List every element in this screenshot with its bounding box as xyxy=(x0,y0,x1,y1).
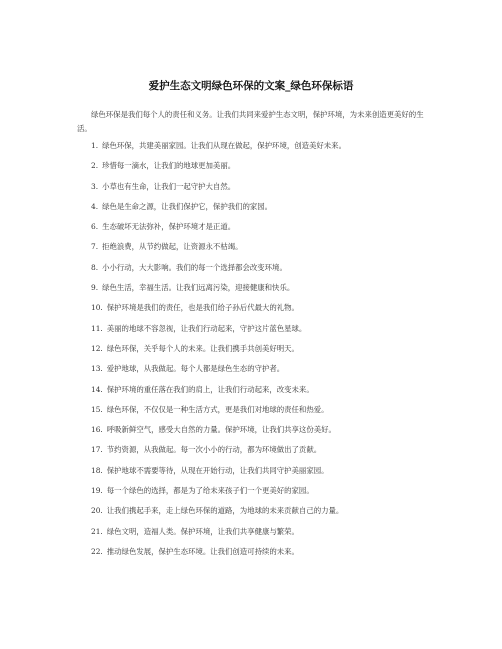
list-item-number: 10. xyxy=(91,303,103,313)
list-item-text: 保护地球不需要等待，从现在开始行动，让我们共同守护美丽家园。 xyxy=(106,465,329,475)
list-item-number: 1. xyxy=(91,141,99,150)
list-item xyxy=(91,546,436,566)
list-item-text: 绿色生活，幸福生活。让我们远离污染，迎接健康和快乐。 xyxy=(102,283,295,293)
list-item-number: 6. xyxy=(91,222,99,232)
list-item-text: 小小行动，大大影响。我们的每一个选择都会改变环境。 xyxy=(102,262,287,272)
list-item-number: 21. xyxy=(91,526,103,536)
list-item xyxy=(91,160,436,180)
list-item-number: 13. xyxy=(91,364,103,374)
intro-paragraph: 绿色环保是我们每个人的责任和义务。让我们共同来爱护生态文明，保护环境，为未来创造更美好的生活。 xyxy=(77,110,424,133)
list-item xyxy=(91,181,436,201)
list-item-text: 每一个绿色的选择，都是为了给未来孩子们一个更美好的家园。 xyxy=(106,486,314,496)
list-item-number: 3. xyxy=(91,181,99,191)
list-item xyxy=(91,465,436,485)
list-item xyxy=(91,241,436,261)
list-item xyxy=(91,485,436,505)
list-item-text: 小草也有生命，让我们一起守护大自然。 xyxy=(102,181,236,191)
list-item-text: 爱护地球，从我做起。每个人都是绿色生态的守护者。 xyxy=(106,364,285,374)
list-item-text: 让我们携起手来，走上绿色环保的道路，为地球的未来贡献自己的力量。 xyxy=(106,506,344,516)
list-item xyxy=(91,526,436,546)
list-item-number: 22. xyxy=(91,546,103,556)
list-item xyxy=(91,323,436,343)
list-item-text: 美丽的地球不容忽视，让我们行动起来，守护这片蓝色星球。 xyxy=(106,323,307,333)
list-item xyxy=(91,221,436,241)
list-item xyxy=(91,444,436,464)
list-item xyxy=(91,343,436,363)
list-item-number: 20. xyxy=(91,506,103,516)
list-item-number: 19. xyxy=(91,486,103,496)
list-item-text: 保护环境是我们的责任，也是我们给子孙后代最大的礼物。 xyxy=(106,303,299,313)
list-item-text: 生态破坏无法弥补，保护环境才是正道。 xyxy=(102,222,236,232)
list-item-number: 2. xyxy=(91,161,99,171)
list-item-text: 绿色环保，关乎每个人的未来。让我们携手共创美好明天。 xyxy=(106,343,299,353)
slogan-list xyxy=(91,140,436,566)
list-item-text: 绿色文明，造福人类。保护环境，让我们共享健康与繁荣。 xyxy=(106,526,299,536)
list-item-number: 17. xyxy=(91,445,103,455)
list-item-number: 7. xyxy=(91,242,99,252)
list-item xyxy=(91,505,436,525)
list-item xyxy=(91,384,436,404)
list-item-text: 推动绿色发展，保护生态环境。让我们创造可持续的未来。 xyxy=(106,546,299,556)
list-item-text: 绿色环保，共建美丽家园。让我们从现在做起，保护环境，创造美好未来。 xyxy=(102,141,346,150)
list-item-number: 11. xyxy=(91,323,103,333)
list-item xyxy=(91,140,436,160)
list-item-text: 保护环境的重任落在我们的肩上，让我们行动起来，改变未来。 xyxy=(106,384,314,394)
list-item xyxy=(91,363,436,383)
list-item xyxy=(91,282,436,302)
list-item-text: 节约资源，从我做起。每一次小小的行动，都为环境做出了贡献。 xyxy=(106,445,322,455)
list-item-number: 18. xyxy=(91,465,103,475)
list-item-number: 14. xyxy=(91,384,103,394)
list-item-number: 16. xyxy=(91,425,103,435)
list-item-number: 9. xyxy=(91,283,99,293)
list-item xyxy=(91,424,436,444)
list-item-text: 珍惜每一滴水，让我们的地球更加美丽。 xyxy=(102,161,236,171)
list-item-text: 绿色是生命之源，让我们保护它，保护我们的家园。 xyxy=(102,201,273,211)
list-item-number: 8. xyxy=(91,262,99,272)
list-item xyxy=(91,262,436,282)
document-title: 爱护生态文明绿色环保的文案_绿色环保标语 xyxy=(148,80,354,92)
list-item-text: 拒绝浪费，从节约做起，让资源永不枯竭。 xyxy=(102,242,243,252)
list-item-number: 15. xyxy=(91,404,103,414)
list-item xyxy=(91,201,436,221)
list-item xyxy=(91,404,436,424)
list-item-number: 4. xyxy=(91,201,99,211)
list-item-text: 呼吸新鲜空气，感受大自然的力量。保护环境，让我们共享这份美好。 xyxy=(106,425,336,435)
list-item-number: 12. xyxy=(91,343,103,353)
list-item xyxy=(91,302,436,322)
list-item-text: 绿色环保，不仅仅是一种生活方式，更是我们对地球的责任和热爱。 xyxy=(106,404,329,414)
